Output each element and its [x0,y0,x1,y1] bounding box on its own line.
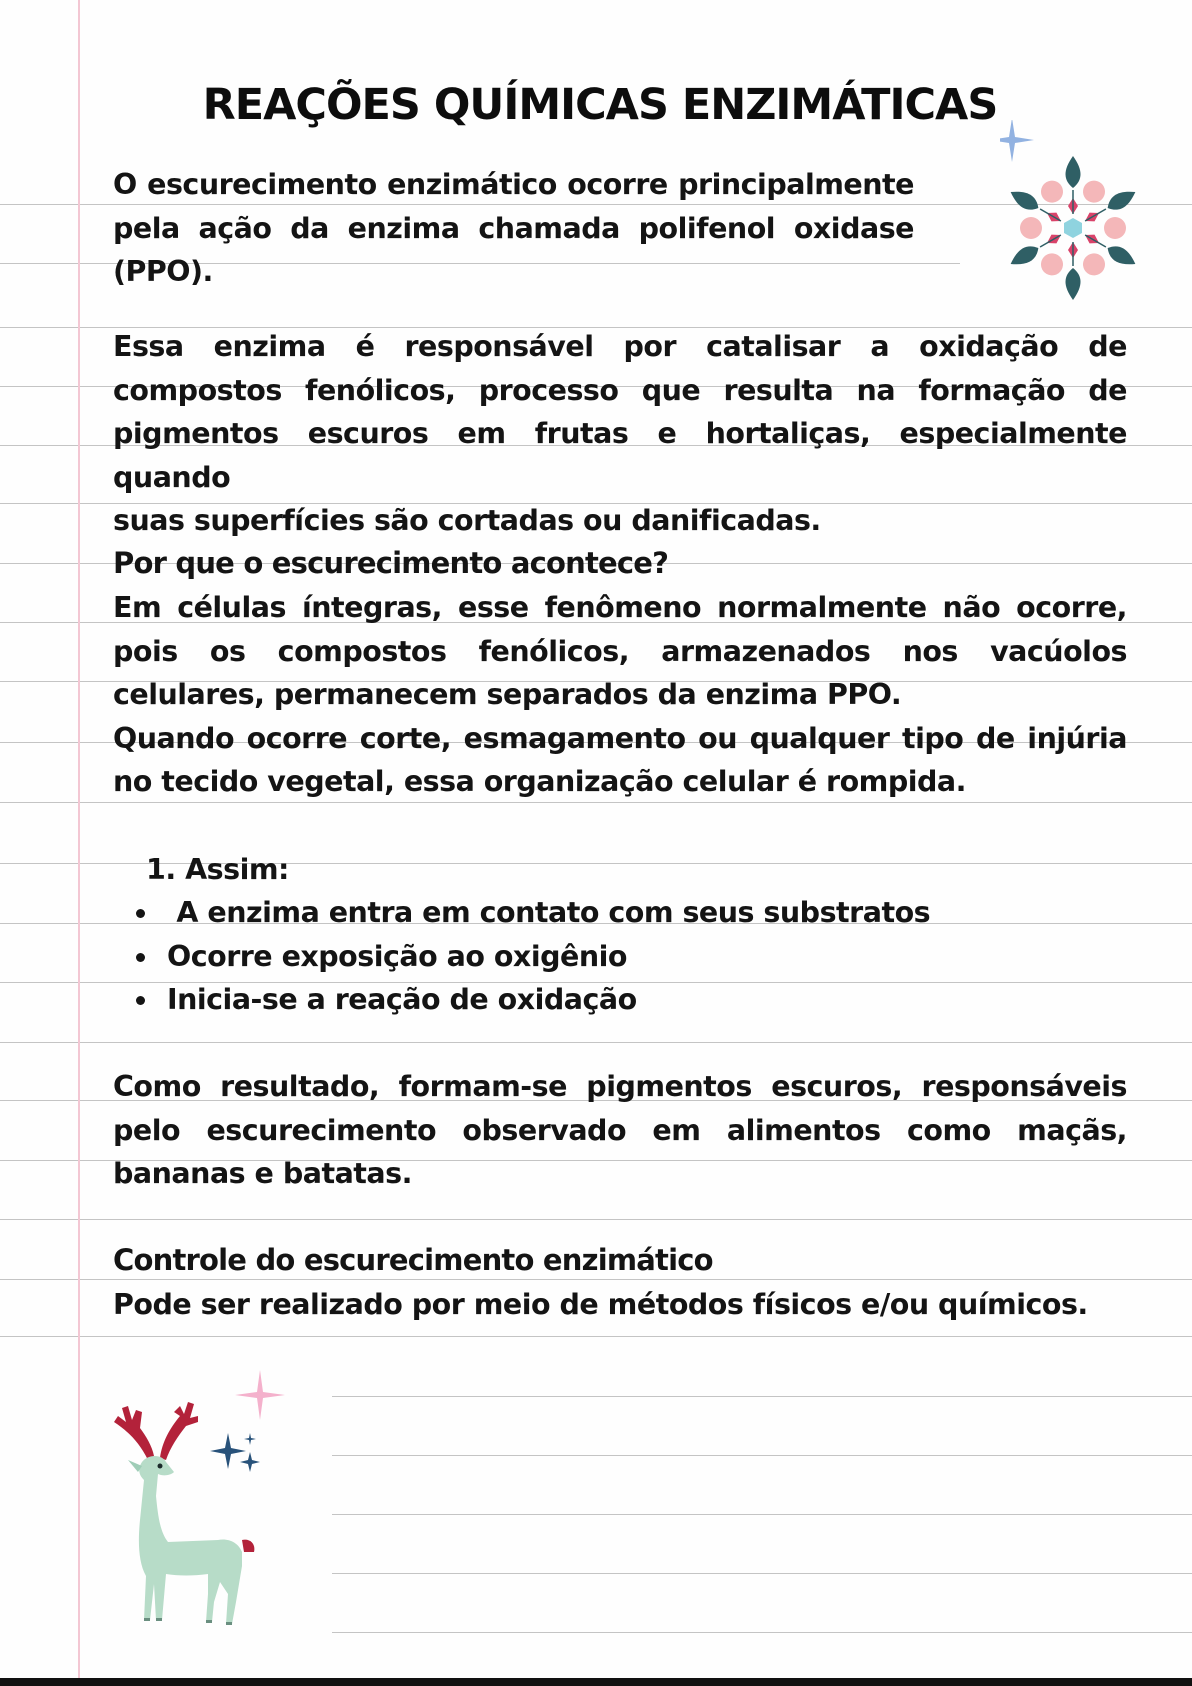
text-line: no tecido vegetal, essa organização celular é rompida. [113,765,966,799]
why-paragraph [113,586,1127,804]
text-line: pelo escurecimento observado em alimentos como maçãs, [113,1113,1127,1147]
reindeer-illustration-icon [108,1370,268,1630]
text-line: celulares, permanecem separados da enzima PPO. [113,678,902,712]
text-line: Quando ocorre corte, esmagamento ou qualquer tipo de injúria [113,721,1127,755]
ruled-line [332,1396,1192,1397]
text-line: suas superfícies são cortadas ou danificadas. [113,504,821,538]
bullet-icon [136,953,145,962]
control-paragraph [113,1283,1173,1327]
section-heading-why: Por que o escurecimento acontece? [113,546,669,580]
text-line: pigmentos escuros em frutas e hortaliças, especialmente quando [113,417,1127,494]
list-item-text: Ocorre exposição ao oxigênio [167,939,627,973]
page-title: REAÇÕES QUÍMICAS ENZIMÁTICAS [202,80,998,130]
text-line: bananas e batatas. [113,1157,412,1191]
list-item-text: Inicia-se a reação de oxidação [167,983,637,1017]
text-line: pois os compostos fenólicos, armazenados nos vacúolos [113,634,1127,668]
list-item [113,891,930,935]
list-item-text: A enzima entra em contato com seus substratos [167,896,931,929]
list-item [113,935,930,979]
ruled-line [332,1514,1192,1515]
text-line: O escurecimento enzimático ocorre principalmente [113,168,914,201]
text-line: (PPO). [113,255,213,289]
text-line: Em células íntegras, esse fenômeno normalmente não ocorre, [113,591,1127,624]
snowflake-ornament-icon [1000,120,1150,310]
text-line: Como resultado, formam-se pigmentos escuros, responsáveis [113,1070,1127,1103]
intro-paragraph [113,163,914,294]
text-line: Essa enzima é responsável por catalisar a oxidação de [113,330,1127,363]
list-item [113,978,930,1022]
text-line: pela ação da enzima chamada polifenol oxidase [113,211,914,245]
margin-line [78,0,80,1686]
text-line: Pode ser realizado por meio de métodos físicos e/ou químicos. [113,1288,1088,1321]
text-line: compostos fenólicos, processo que resulta na formação de [113,373,1127,407]
ruled-line [332,1632,1192,1633]
bullet-icon [136,996,145,1005]
ruled-line [0,1219,1192,1220]
result-paragraph [113,1065,1127,1196]
enzyme-paragraph [113,325,1127,543]
bottom-edge-band [0,1678,1192,1686]
bullet-list [113,891,930,1022]
list-intro: 1. Assim: [146,853,289,886]
ruled-line [0,1336,1192,1337]
ruled-line [332,1455,1192,1456]
ruled-line [0,1042,1192,1043]
bullet-icon [136,909,145,918]
section-heading-control: Controle do escurecimento enzimático [113,1243,713,1277]
ruled-line [332,1573,1192,1574]
